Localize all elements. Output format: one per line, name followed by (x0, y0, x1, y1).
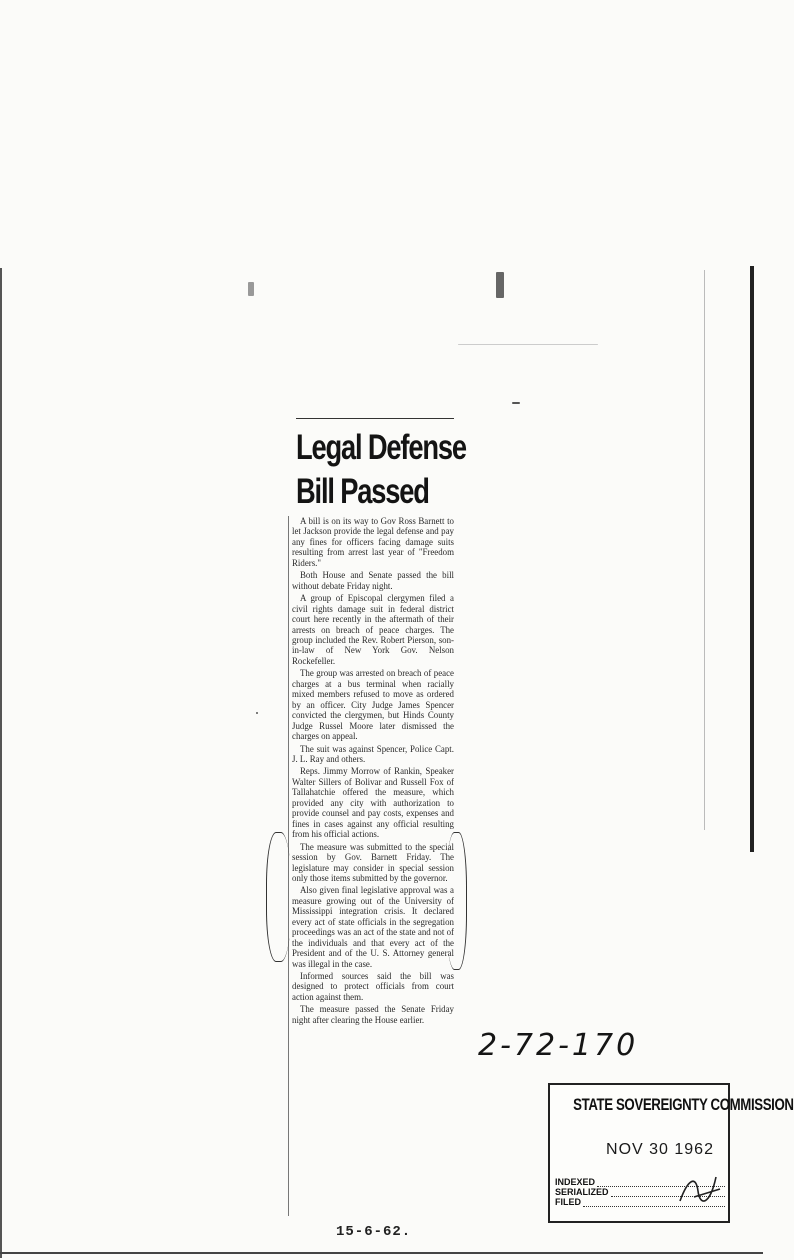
scan-speck (248, 282, 254, 296)
clipping-headline (296, 426, 466, 514)
scan-speck (496, 272, 504, 298)
stamp-row-label: INDEXED (555, 1177, 596, 1187)
paragraph: The suit was against Spencer, Police Capt. J. L. Ray and others. (292, 743, 454, 764)
scan-left-edge-line (0, 268, 2, 1258)
paragraph: The measure passed the Senate Friday night after clearing the House earlier. (292, 1004, 454, 1025)
scan-right-edge-line (750, 266, 754, 852)
scan-bottom-line (0, 1252, 763, 1254)
paragraph: Also given final legislative approval was a measure growing out of the University of Mississippi integration crisis. It declared every act of state officials in the segregation proceedings was an act of the state and not of the individuals and that every act of the President and of the U. S. Attorney general was illegal in the case. (292, 885, 454, 969)
stamp-date: NOV 30 1962 (606, 1141, 714, 1158)
handwritten-file-number: 2-72-170 (478, 1028, 639, 1063)
hand-drawn-bracket-right (446, 832, 467, 970)
paragraph: Informed sources said the bill was designed to protect officials from court action against them. (292, 971, 454, 1002)
stamp-title: STATE SOVEREIGNTY COMMISSION (573, 1095, 794, 1114)
hand-drawn-bracket-left (266, 832, 291, 962)
newspaper-clipping (288, 412, 466, 1242)
paragraph: Reps. Jimmy Morrow of Rankin, Speaker Walter Sillers of Bolivar and Russell Fox of Tallahatchie offered the measure, which provided any city with authorization to provide counsel and pay costs, expenses and fines in cases against any official resulting from his official actions. (292, 766, 454, 840)
scan-speck (458, 344, 598, 345)
paragraph: Both House and Senate passed the bill without debate Friday night. (292, 570, 454, 591)
paragraph: A group of Episcopal clergymen filed a civil rights damage suit in federal district court here recently in the aftermath of their arrests on breach of peace charges. The group included the Rev. Robert Pierson, son-in-law of New York Gov. Nelson Rockefeller. (292, 593, 454, 666)
paragraph: The group was arrested on breach of peace charges at a bus terminal when racially mixed members refused to move as ordered by an officer. City Judge James Spencer convicted the clergymen, but Hinds County Judge Russel Moore later dismissed the charges on appeal. (292, 668, 454, 742)
paragraph: A bill is on its way to Gov Ross Barnett to let Jackson provide the legal defense and pay any fines for officers facing damage suits resulting from arrest last year of "Freedom Riders." (292, 516, 454, 568)
scan-right-dotted-line (704, 270, 705, 830)
headline-line-2: Bill Passed (296, 472, 429, 511)
paragraph: The measure was submitted to the special session by Gov. Barnett Friday. The legislature may consider in special session only those items submitted by the governor. (292, 841, 454, 883)
clipping-body (292, 516, 454, 1027)
clipping-top-rule (296, 418, 454, 419)
scan-speck (256, 712, 258, 714)
clipping-footer-date: 15-6-62. (336, 1224, 412, 1240)
stamp-row-label: SERIALIZED (555, 1187, 609, 1197)
scan-speck (512, 402, 520, 404)
headline-line-1: Legal Defense (296, 428, 466, 467)
commission-stamp (548, 1083, 794, 1223)
stamp-row-label: FILED (555, 1197, 581, 1207)
stamp-initials-scribble (676, 1169, 726, 1209)
